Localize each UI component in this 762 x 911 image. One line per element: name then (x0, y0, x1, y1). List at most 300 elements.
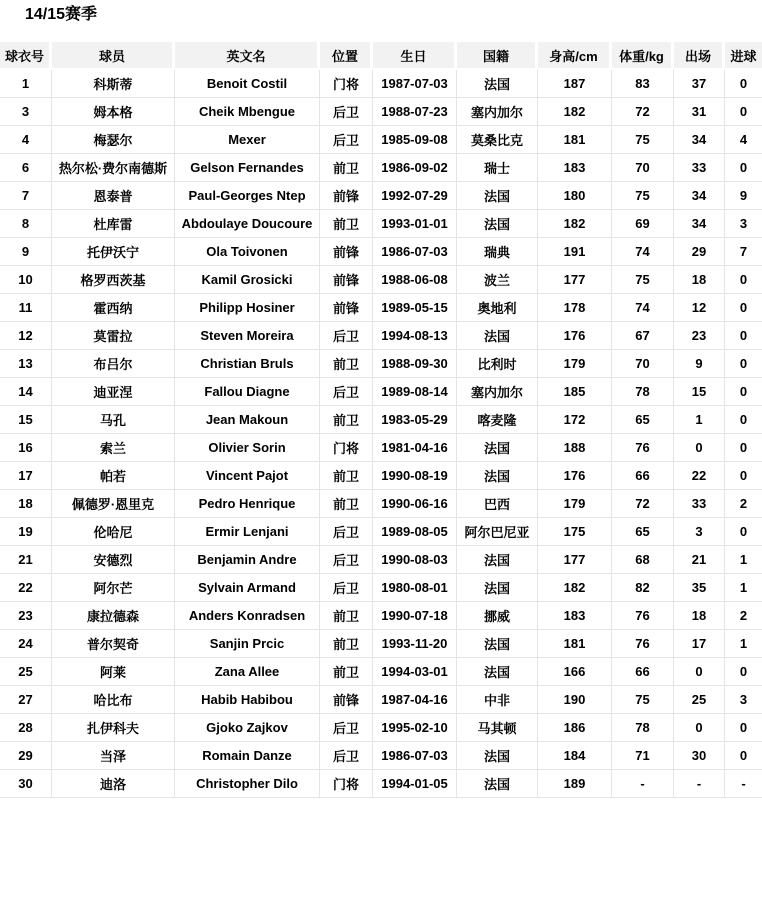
table-row (0, 294, 762, 322)
cell-number: 7 (0, 182, 52, 210)
cell-goals: 0 (725, 98, 762, 126)
cell-nationality: 塞内加尔 (457, 378, 538, 406)
cell-nationality: 挪威 (457, 602, 538, 630)
cell-player: 阿尔芒 (52, 574, 175, 602)
cell-birthday: 1986-07-03 (373, 742, 457, 770)
cell-position: 后卫 (320, 574, 373, 602)
cell-weight: 74 (612, 238, 674, 266)
cell-weight: 70 (612, 350, 674, 378)
column-header-birthday: 生日 (373, 42, 457, 70)
cell-position: 后卫 (320, 742, 373, 770)
cell-en_name: Steven Moreira (175, 322, 320, 350)
cell-number: 30 (0, 770, 52, 798)
season-title: 14/15赛季 (25, 6, 98, 23)
cell-goals: 0 (725, 406, 762, 434)
cell-player: 佩德罗·恩里克 (52, 490, 175, 518)
cell-birthday: 1988-09-30 (373, 350, 457, 378)
cell-player: 普尔契奇 (52, 630, 175, 658)
cell-nationality: 法国 (457, 770, 538, 798)
cell-weight: - (612, 770, 674, 798)
cell-player: 杜库雷 (52, 210, 175, 238)
cell-player: 格罗西茨基 (52, 266, 175, 294)
cell-weight: 71 (612, 742, 674, 770)
cell-goals: 0 (725, 322, 762, 350)
cell-goals: 7 (725, 238, 762, 266)
cell-number: 14 (0, 378, 52, 406)
cell-appearances: 33 (674, 490, 725, 518)
cell-position: 后卫 (320, 98, 373, 126)
cell-position: 后卫 (320, 546, 373, 574)
cell-number: 28 (0, 714, 52, 742)
table-row (0, 714, 762, 742)
cell-weight: 75 (612, 266, 674, 294)
cell-player: 姆本格 (52, 98, 175, 126)
cell-appearances: 34 (674, 182, 725, 210)
cell-player: 迪亚涅 (52, 378, 175, 406)
cell-goals: 0 (725, 70, 762, 98)
cell-en_name: Benjamin Andre (175, 546, 320, 574)
cell-player: 帕若 (52, 462, 175, 490)
cell-weight: 76 (612, 602, 674, 630)
table-row (0, 546, 762, 574)
table-row (0, 98, 762, 126)
cell-birthday: 1989-08-05 (373, 518, 457, 546)
cell-player: 科斯蒂 (52, 70, 175, 98)
column-header-weight: 体重/kg (612, 42, 674, 70)
cell-position: 前卫 (320, 154, 373, 182)
cell-birthday: 1983-05-29 (373, 406, 457, 434)
cell-weight: 70 (612, 154, 674, 182)
cell-number: 15 (0, 406, 52, 434)
cell-position: 后卫 (320, 518, 373, 546)
cell-nationality: 喀麦隆 (457, 406, 538, 434)
cell-height: 176 (538, 322, 612, 350)
cell-player: 哈比布 (52, 686, 175, 714)
cell-birthday: 1989-08-14 (373, 378, 457, 406)
cell-birthday: 1993-11-20 (373, 630, 457, 658)
cell-height: 178 (538, 294, 612, 322)
table-row (0, 434, 762, 462)
cell-goals: 3 (725, 686, 762, 714)
cell-weight: 66 (612, 462, 674, 490)
cell-number: 27 (0, 686, 52, 714)
cell-nationality: 阿尔巴尼亚 (457, 518, 538, 546)
cell-appearances: 15 (674, 378, 725, 406)
table-row (0, 686, 762, 714)
cell-goals: 0 (725, 714, 762, 742)
cell-player: 索兰 (52, 434, 175, 462)
cell-number: 11 (0, 294, 52, 322)
table-row (0, 406, 762, 434)
cell-weight: 78 (612, 714, 674, 742)
cell-position: 前锋 (320, 294, 373, 322)
cell-appearances: 1 (674, 406, 725, 434)
cell-nationality: 瑞士 (457, 154, 538, 182)
table-row (0, 462, 762, 490)
cell-en_name: Habib Habibou (175, 686, 320, 714)
cell-appearances: 35 (674, 574, 725, 602)
column-header-nationality: 国籍 (457, 42, 538, 70)
cell-weight: 69 (612, 210, 674, 238)
cell-goals: 0 (725, 154, 762, 182)
cell-en_name: Zana Allee (175, 658, 320, 686)
cell-weight: 75 (612, 686, 674, 714)
cell-goals: 0 (725, 434, 762, 462)
table-row (0, 518, 762, 546)
column-header-number: 球衣号 (0, 42, 52, 70)
cell-height: 184 (538, 742, 612, 770)
cell-nationality: 法国 (457, 462, 538, 490)
cell-player: 恩泰普 (52, 182, 175, 210)
cell-birthday: 1995-02-10 (373, 714, 457, 742)
cell-goals: 1 (725, 630, 762, 658)
cell-birthday: 1980-08-01 (373, 574, 457, 602)
cell-player: 迪洛 (52, 770, 175, 798)
cell-position: 后卫 (320, 126, 373, 154)
cell-number: 12 (0, 322, 52, 350)
column-header-player: 球员 (52, 42, 175, 70)
cell-weight: 76 (612, 434, 674, 462)
cell-en_name: Mexer (175, 126, 320, 154)
cell-position: 前卫 (320, 658, 373, 686)
cell-en_name: Kamil Grosicki (175, 266, 320, 294)
cell-position: 前锋 (320, 238, 373, 266)
cell-number: 24 (0, 630, 52, 658)
cell-nationality: 马其顿 (457, 714, 538, 742)
cell-en_name: Sanjin Prcic (175, 630, 320, 658)
cell-goals: - (725, 770, 762, 798)
cell-birthday: 1994-01-05 (373, 770, 457, 798)
cell-appearances: 0 (674, 434, 725, 462)
column-header-goals: 进球 (725, 42, 762, 70)
table-row (0, 154, 762, 182)
cell-nationality: 塞内加尔 (457, 98, 538, 126)
cell-height: 172 (538, 406, 612, 434)
cell-height: 179 (538, 350, 612, 378)
cell-player: 康拉德森 (52, 602, 175, 630)
cell-birthday: 1989-05-15 (373, 294, 457, 322)
cell-position: 前卫 (320, 462, 373, 490)
table-row (0, 658, 762, 686)
cell-number: 17 (0, 462, 52, 490)
cell-player: 布吕尔 (52, 350, 175, 378)
cell-appearances: - (674, 770, 725, 798)
cell-height: 177 (538, 266, 612, 294)
cell-player: 阿莱 (52, 658, 175, 686)
cell-position: 前卫 (320, 490, 373, 518)
cell-birthday: 1988-06-08 (373, 266, 457, 294)
cell-appearances: 25 (674, 686, 725, 714)
cell-player: 莫雷拉 (52, 322, 175, 350)
cell-height: 186 (538, 714, 612, 742)
cell-weight: 67 (612, 322, 674, 350)
cell-number: 18 (0, 490, 52, 518)
cell-number: 23 (0, 602, 52, 630)
cell-birthday: 1986-09-02 (373, 154, 457, 182)
cell-height: 190 (538, 686, 612, 714)
cell-nationality: 法国 (457, 182, 538, 210)
roster-table-body (0, 70, 762, 798)
cell-birthday: 1990-08-03 (373, 546, 457, 574)
cell-birthday: 1987-04-16 (373, 686, 457, 714)
cell-player: 托伊沃宁 (52, 238, 175, 266)
cell-player: 马孔 (52, 406, 175, 434)
cell-height: 176 (538, 462, 612, 490)
cell-goals: 0 (725, 742, 762, 770)
cell-birthday: 1981-04-16 (373, 434, 457, 462)
cell-appearances: 33 (674, 154, 725, 182)
cell-weight: 78 (612, 378, 674, 406)
column-header-en_name: 英文名 (175, 42, 320, 70)
cell-number: 10 (0, 266, 52, 294)
table-row (0, 266, 762, 294)
cell-position: 后卫 (320, 322, 373, 350)
cell-en_name: Paul-Georges Ntep (175, 182, 320, 210)
cell-appearances: 31 (674, 98, 725, 126)
cell-en_name: Jean Makoun (175, 406, 320, 434)
cell-birthday: 1990-08-19 (373, 462, 457, 490)
cell-en_name: Fallou Diagne (175, 378, 320, 406)
cell-en_name: Pedro Henrique (175, 490, 320, 518)
cell-en_name: Gelson Fernandes (175, 154, 320, 182)
cell-weight: 75 (612, 126, 674, 154)
table-row (0, 70, 762, 98)
cell-position: 前卫 (320, 602, 373, 630)
cell-appearances: 17 (674, 630, 725, 658)
cell-weight: 68 (612, 546, 674, 574)
cell-goals: 0 (725, 294, 762, 322)
cell-player: 伦哈尼 (52, 518, 175, 546)
cell-nationality: 法国 (457, 574, 538, 602)
cell-height: 188 (538, 434, 612, 462)
cell-appearances: 22 (674, 462, 725, 490)
cell-number: 6 (0, 154, 52, 182)
cell-height: 185 (538, 378, 612, 406)
cell-appearances: 21 (674, 546, 725, 574)
table-row (0, 350, 762, 378)
cell-nationality: 波兰 (457, 266, 538, 294)
table-row (0, 238, 762, 266)
cell-height: 166 (538, 658, 612, 686)
cell-position: 前卫 (320, 350, 373, 378)
cell-position: 后卫 (320, 378, 373, 406)
cell-goals: 2 (725, 602, 762, 630)
cell-birthday: 1990-06-16 (373, 490, 457, 518)
cell-height: 175 (538, 518, 612, 546)
cell-player: 当泽 (52, 742, 175, 770)
cell-birthday: 1985-09-08 (373, 126, 457, 154)
cell-position: 前锋 (320, 182, 373, 210)
cell-nationality: 法国 (457, 546, 538, 574)
roster-table (0, 42, 762, 798)
cell-weight: 76 (612, 630, 674, 658)
cell-en_name: Cheik Mbengue (175, 98, 320, 126)
cell-en_name: Ola Toivonen (175, 238, 320, 266)
cell-nationality: 巴西 (457, 490, 538, 518)
cell-en_name: Gjoko Zajkov (175, 714, 320, 742)
cell-nationality: 莫桑比克 (457, 126, 538, 154)
cell-weight: 65 (612, 518, 674, 546)
cell-position: 前卫 (320, 406, 373, 434)
cell-en_name: Ermir Lenjani (175, 518, 320, 546)
cell-player: 安德烈 (52, 546, 175, 574)
cell-height: 183 (538, 602, 612, 630)
cell-position: 后卫 (320, 714, 373, 742)
table-row (0, 210, 762, 238)
cell-en_name: Anders Konradsen (175, 602, 320, 630)
cell-nationality: 奥地利 (457, 294, 538, 322)
cell-weight: 66 (612, 658, 674, 686)
cell-number: 8 (0, 210, 52, 238)
cell-number: 4 (0, 126, 52, 154)
cell-appearances: 34 (674, 210, 725, 238)
cell-goals: 0 (725, 518, 762, 546)
cell-number: 19 (0, 518, 52, 546)
cell-player: 梅瑟尔 (52, 126, 175, 154)
cell-height: 183 (538, 154, 612, 182)
cell-weight: 65 (612, 406, 674, 434)
cell-height: 182 (538, 210, 612, 238)
cell-en_name: Benoit Costil (175, 70, 320, 98)
cell-nationality: 瑞典 (457, 238, 538, 266)
cell-nationality: 法国 (457, 210, 538, 238)
cell-goals: 0 (725, 378, 762, 406)
table-row (0, 126, 762, 154)
cell-position: 前卫 (320, 630, 373, 658)
cell-height: 182 (538, 98, 612, 126)
table-row (0, 630, 762, 658)
roster-table-head (0, 42, 762, 70)
table-row (0, 602, 762, 630)
cell-appearances: 18 (674, 602, 725, 630)
cell-en_name: Abdoulaye Doucoure (175, 210, 320, 238)
cell-nationality: 比利时 (457, 350, 538, 378)
cell-number: 9 (0, 238, 52, 266)
cell-number: 3 (0, 98, 52, 126)
cell-number: 13 (0, 350, 52, 378)
table-row (0, 182, 762, 210)
cell-height: 182 (538, 574, 612, 602)
cell-nationality: 法国 (457, 630, 538, 658)
cell-birthday: 1992-07-29 (373, 182, 457, 210)
cell-goals: 4 (725, 126, 762, 154)
cell-number: 29 (0, 742, 52, 770)
cell-position: 前卫 (320, 210, 373, 238)
cell-number: 1 (0, 70, 52, 98)
cell-birthday: 1994-08-13 (373, 322, 457, 350)
cell-appearances: 3 (674, 518, 725, 546)
table-row (0, 490, 762, 518)
cell-nationality: 法国 (457, 70, 538, 98)
cell-height: 179 (538, 490, 612, 518)
cell-height: 189 (538, 770, 612, 798)
cell-player: 霍西纳 (52, 294, 175, 322)
cell-en_name: Christopher Dilo (175, 770, 320, 798)
table-row (0, 770, 762, 798)
cell-en_name: Philipp Hosiner (175, 294, 320, 322)
cell-number: 22 (0, 574, 52, 602)
cell-appearances: 29 (674, 238, 725, 266)
cell-weight: 72 (612, 98, 674, 126)
cell-goals: 3 (725, 210, 762, 238)
cell-number: 25 (0, 658, 52, 686)
cell-nationality: 中非 (457, 686, 538, 714)
cell-position: 前锋 (320, 266, 373, 294)
cell-appearances: 0 (674, 714, 725, 742)
cell-appearances: 34 (674, 126, 725, 154)
cell-number: 21 (0, 546, 52, 574)
cell-nationality: 法国 (457, 658, 538, 686)
cell-position: 前锋 (320, 686, 373, 714)
cell-height: 181 (538, 126, 612, 154)
cell-appearances: 12 (674, 294, 725, 322)
cell-birthday: 1994-03-01 (373, 658, 457, 686)
cell-birthday: 1988-07-23 (373, 98, 457, 126)
cell-goals: 0 (725, 350, 762, 378)
cell-position: 门将 (320, 434, 373, 462)
table-row (0, 742, 762, 770)
cell-nationality: 法国 (457, 322, 538, 350)
cell-goals: 1 (725, 546, 762, 574)
cell-goals: 9 (725, 182, 762, 210)
cell-weight: 83 (612, 70, 674, 98)
cell-goals: 0 (725, 462, 762, 490)
cell-player: 热尔松·费尔南德斯 (52, 154, 175, 182)
cell-birthday: 1993-01-01 (373, 210, 457, 238)
cell-height: 181 (538, 630, 612, 658)
cell-appearances: 9 (674, 350, 725, 378)
column-header-height: 身高/cm (538, 42, 612, 70)
table-row (0, 322, 762, 350)
cell-birthday: 1987-07-03 (373, 70, 457, 98)
cell-weight: 82 (612, 574, 674, 602)
cell-nationality: 法国 (457, 742, 538, 770)
cell-en_name: Vincent Pajot (175, 462, 320, 490)
cell-height: 180 (538, 182, 612, 210)
column-header-appearances: 出场 (674, 42, 725, 70)
cell-birthday: 1990-07-18 (373, 602, 457, 630)
cell-player: 扎伊科夫 (52, 714, 175, 742)
cell-weight: 74 (612, 294, 674, 322)
cell-goals: 0 (725, 266, 762, 294)
cell-goals: 1 (725, 574, 762, 602)
cell-en_name: Romain Danze (175, 742, 320, 770)
cell-goals: 0 (725, 658, 762, 686)
cell-position: 门将 (320, 770, 373, 798)
cell-appearances: 18 (674, 266, 725, 294)
table-row (0, 574, 762, 602)
cell-birthday: 1986-07-03 (373, 238, 457, 266)
cell-appearances: 37 (674, 70, 725, 98)
cell-number: 16 (0, 434, 52, 462)
table-header-row (0, 42, 762, 70)
cell-height: 191 (538, 238, 612, 266)
cell-nationality: 法国 (457, 434, 538, 462)
cell-appearances: 0 (674, 658, 725, 686)
cell-goals: 2 (725, 490, 762, 518)
table-row (0, 378, 762, 406)
cell-height: 187 (538, 70, 612, 98)
cell-weight: 72 (612, 490, 674, 518)
cell-en_name: Olivier Sorin (175, 434, 320, 462)
cell-position: 门将 (320, 70, 373, 98)
cell-appearances: 30 (674, 742, 725, 770)
cell-appearances: 23 (674, 322, 725, 350)
column-header-position: 位置 (320, 42, 373, 70)
cell-weight: 75 (612, 182, 674, 210)
cell-height: 177 (538, 546, 612, 574)
cell-en_name: Sylvain Armand (175, 574, 320, 602)
